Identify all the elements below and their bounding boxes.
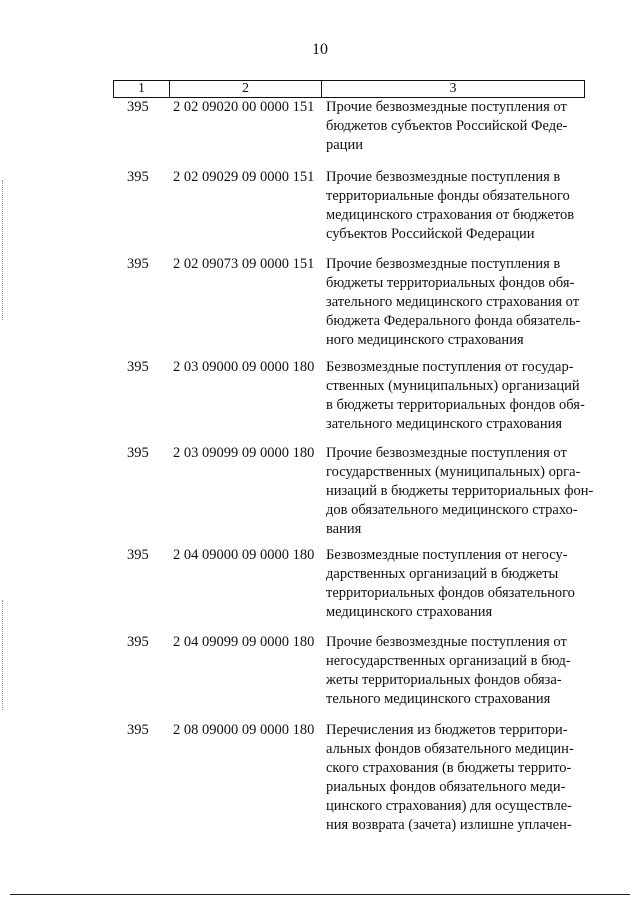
description-line: Прочие безвозмездные поступления от [326,445,567,461]
income-description [326,546,588,622]
description-line: бюджеты территориальных фондов обя- [326,275,575,291]
description-line: Перечисления из бюджетов территори- [326,722,568,738]
income-description [326,98,588,155]
header-col-3: 3 [449,81,457,96]
description-line: ственных (муниципальных) организаций [326,378,580,394]
description-line: Безвозмездные поступления от государ- [326,359,574,375]
description-line: бюджетов субъектов Российской Феде- [326,118,568,134]
description-line: государственных (муниципальных) орга- [326,464,581,480]
income-description [326,168,588,244]
description-line: субъектов Российской Федерации [326,226,535,242]
scan-margin-mark [2,600,4,710]
budget-classification-code: 2 03 09099 09 0000 180 [173,445,315,461]
description-line: Прочие безвозмездные поступления в [326,256,561,272]
table-header-row [113,80,585,98]
income-description [326,721,588,835]
description-line: в бюджеты территориальных фондов обя- [326,397,585,413]
description-line: Безвозмездные поступления от негосу- [326,547,568,563]
description-line: тельного медицинского страхования [326,691,551,707]
description-line: низаций в бюджеты территориальных фон- [326,483,594,499]
admin-code: 395 [127,547,149,563]
description-line: ного медицинского страхования [326,332,524,348]
header-col-1: 1 [114,81,170,97]
description-line: территориальные фонды обязательного [326,188,570,204]
budget-classification-code: 2 02 09020 00 0000 151 [173,99,315,115]
description-line: бюджета Федерального фонда обязатель- [326,313,581,329]
budget-classification-code: 2 02 09073 09 0000 151 [173,256,315,272]
description-line: ния возврата (зачета) излишне уплачен- [326,817,572,833]
admin-code: 395 [127,445,149,461]
budget-classification-code: 2 02 09029 09 0000 151 [173,169,315,185]
admin-code: 395 [127,169,149,185]
admin-code: 395 [127,722,149,738]
description-line: медицинского страхования [326,604,493,620]
description-line: негосударственных организаций в бюд- [326,653,571,669]
description-line: ского страхования (в бюджеты террито- [326,760,572,776]
description-line: зательного медицинского страхования от [326,294,580,310]
description-line: Прочие безвозмездные поступления от [326,634,567,650]
income-description [326,358,588,434]
admin-code: 395 [127,359,149,375]
description-line: дов обязательного медицинского страхо- [326,502,578,518]
admin-code: 395 [127,99,149,115]
budget-classification-code: 2 04 09000 09 0000 180 [173,547,315,563]
description-line: медицинского страхования от бюджетов [326,207,575,223]
income-description [326,633,588,709]
page-bottom-rule [10,894,630,895]
description-line: цинского страхования) для осуществле- [326,798,572,814]
description-line: риальных фондов обязательного меди- [326,779,566,795]
admin-code: 395 [127,256,149,272]
description-line: жеты территориальных фондов обяза- [326,672,562,688]
description-line: рации [326,137,363,153]
description-line: Прочие безвозмездные поступления в [326,169,561,185]
header-col-2: 2 [170,81,322,97]
description-line: зательного медицинского страхования [326,416,563,432]
income-description [326,255,588,350]
admin-code: 395 [127,634,149,650]
scan-margin-mark [2,180,4,320]
page-number: 10 [312,41,328,58]
budget-classification-code: 2 03 09000 09 0000 180 [173,359,315,375]
budget-classification-code: 2 08 09000 09 0000 180 [173,722,315,738]
description-line: Прочие безвозмездные поступления от [326,99,567,115]
description-line: территориальных фондов обязательного [326,585,575,601]
description-line: дарственных организаций в бюджеты [326,566,559,582]
income-description [326,444,594,539]
budget-classification-code: 2 04 09099 09 0000 180 [173,634,315,650]
description-line: альных фондов обязательного медицин- [326,741,574,757]
description-line: вания [326,521,362,537]
